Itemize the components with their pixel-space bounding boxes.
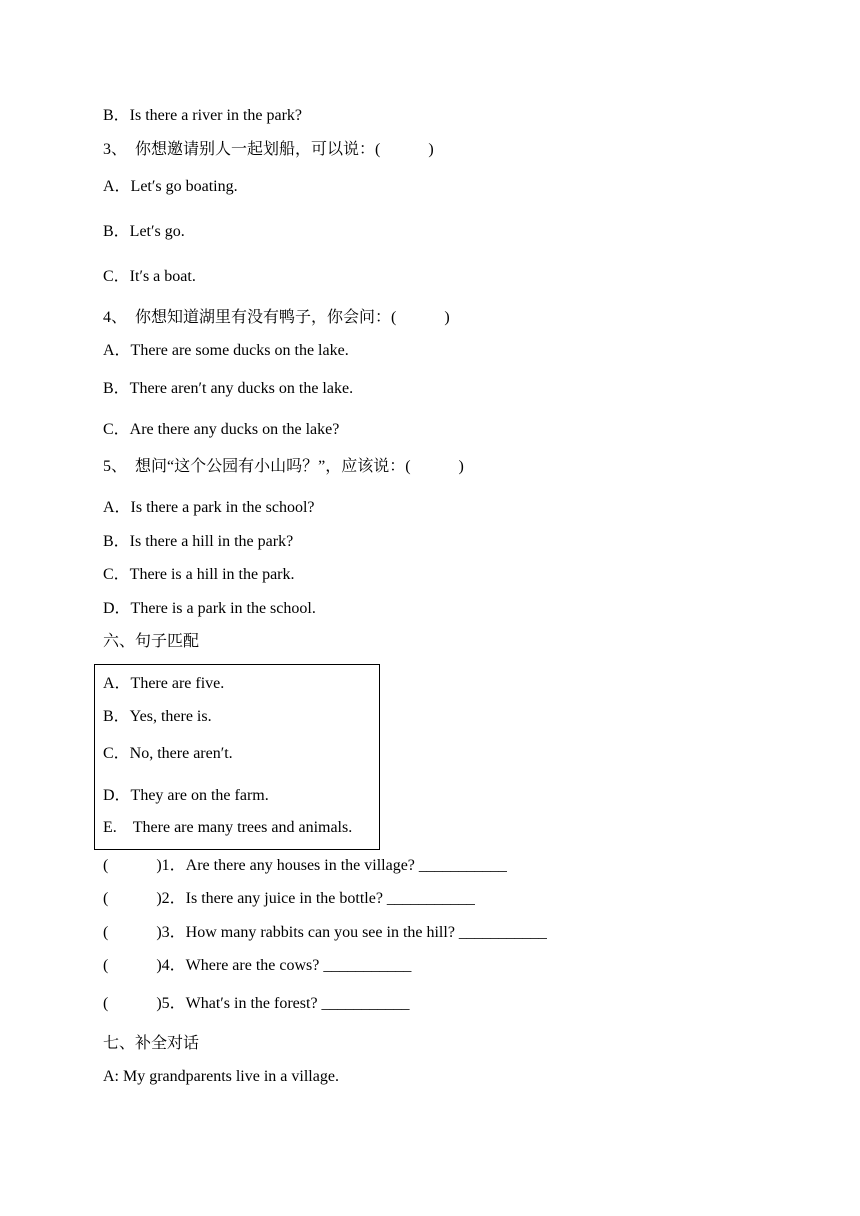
box-item-e: E. There are many trees and animals. — [103, 819, 353, 836]
q4-option-c: C．Are there any ducks on the lake? — [103, 421, 340, 438]
q5-option-a: A．Is there a park in the school? — [103, 499, 315, 516]
q3-question: 3、 你想邀请别人一起划船，可以说：( ) — [103, 141, 434, 158]
section6-heading: 六、句子匹配 — [103, 633, 200, 650]
q5-option-c: C．There is a hill in the park. — [103, 566, 295, 583]
answer-options-box — [94, 664, 380, 850]
q3-option-b: B．Let′s go. — [103, 223, 185, 240]
q4-option-a: A．There are some ducks on the lake. — [103, 342, 349, 359]
q4-option-b: B．There aren′t any ducks on the lake. — [103, 380, 354, 397]
box-item-d: D．They are on the farm. — [103, 787, 269, 804]
section7-heading: 七、补全对话 — [103, 1035, 200, 1052]
match-question-2: ( )2．Is there any juice in the bottle? ___________ — [103, 890, 475, 907]
match-question-5: ( )5．What′s in the forest? ___________ — [103, 995, 410, 1012]
q3-option-c: C．It′s a boat. — [103, 268, 196, 285]
q5-option-d: D．There is a park in the school. — [103, 600, 316, 617]
match-question-3: ( )3．How many rabbits can you see in the hill? ___________ — [103, 924, 547, 941]
q3-option-a: A．Let′s go boating. — [103, 178, 238, 195]
match-question-1: ( )1．Are there any houses in the village? ___________ — [103, 857, 507, 874]
match-question-4: ( )4．Where are the cows? ___________ — [103, 957, 412, 974]
q4-question: 4、 你想知道湖里有没有鸭子，你会问：( ) — [103, 309, 450, 326]
box-item-a: A．There are five. — [103, 675, 225, 692]
dialogue-line-1: A: My grandparents live in a village. — [103, 1068, 339, 1085]
q5-question: 5、 想问“这个公园有小山吗？”，应该说：( ) — [103, 458, 464, 475]
box-item-b: B．Yes, there is. — [103, 708, 212, 725]
box-item-c: C．No, there aren′t. — [103, 745, 233, 762]
q5-option-b: B．Is there a hill in the park? — [103, 533, 294, 550]
q2-option-b: B．Is there a river in the park? — [103, 107, 303, 124]
